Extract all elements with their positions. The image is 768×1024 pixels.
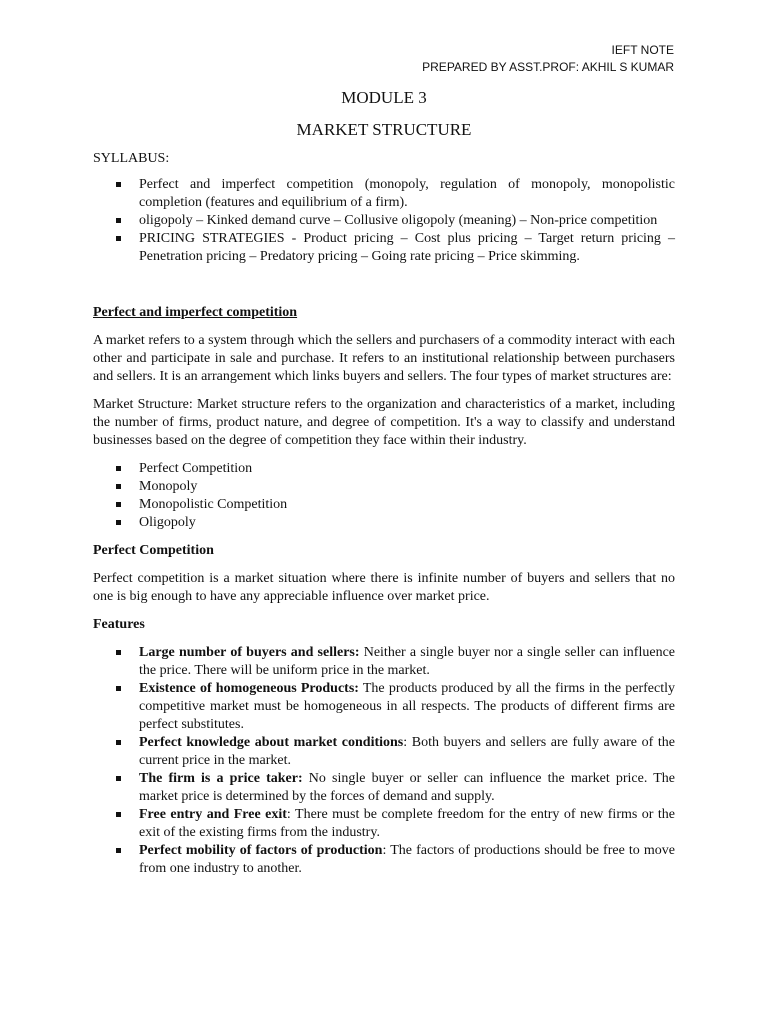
bullet-icon: [116, 848, 121, 853]
list-item: Monopoly: [93, 478, 675, 496]
feature-term: Large number of buyers and sellers:: [139, 645, 360, 660]
bullet-icon: [116, 466, 121, 471]
feature-term: Free entry and Free exit: [139, 807, 287, 822]
list-item: oligopoly – Kinked demand curve – Collusive oligopoly (meaning) – Non-price competition: [93, 212, 675, 230]
list-item: [93, 644, 675, 680]
feature-text: Neither a single buyer nor a single seller can influence the price. There will be uniform price in the market.: [139, 645, 676, 678]
bullet-icon: [116, 520, 121, 525]
bullet-icon: [116, 650, 121, 655]
bullet-icon: [116, 182, 121, 187]
page-header: [422, 42, 674, 76]
bullet-icon: [116, 686, 121, 691]
list-item: Perfect Competition: [93, 460, 675, 478]
market-types-list: [93, 460, 675, 532]
list-item: [93, 806, 675, 842]
feature-term: Perfect knowledge about market conditions: [139, 735, 404, 750]
syllabus-label: SYLLABUS:: [93, 151, 170, 166]
header-author: PREPARED BY ASST.PROF: AKHIL S KUMAR: [422, 60, 674, 74]
bullet-icon: [116, 218, 121, 223]
bullet-icon: [116, 484, 121, 489]
features-heading: Features: [93, 617, 145, 632]
feature-term: Existence of homogeneous Products:: [139, 681, 359, 696]
bullet-icon: [116, 740, 121, 745]
section-heading: Perfect and imperfect competition: [93, 305, 298, 320]
list-item: [93, 680, 675, 734]
bullet-icon: [116, 502, 121, 507]
list-item: Oligopoly: [93, 514, 675, 532]
list-item: Perfect and imperfect competition (monopoly, regulation of monopoly, monopolistic completion (features and equilibrium of a firm).: [93, 176, 675, 212]
perfect-competition-heading: Perfect Competition: [93, 543, 214, 558]
list-item: PRICING STRATEGIES - Product pricing – Cost plus pricing – Target return pricing – Penetration pricing – Predatory pricing – Going rate pricing – Price skimming.: [93, 230, 675, 266]
paragraph-market: A market refers to a system through which the sellers and purchasers of a commodity interact with each other and participate in sale and purchase. It refers to an institutional relationship between purchasers and sellers. It is an arrangement which links buyers and sellers. The four types of market structures are:: [93, 333, 675, 384]
document-body: [93, 150, 675, 878]
bullet-icon: [116, 776, 121, 781]
bullet-icon: [116, 236, 121, 241]
list-item: [93, 842, 675, 878]
list-item: Monopolistic Competition: [93, 496, 675, 514]
perfect-competition-paragraph: Perfect competition is a market situation where there is infinite number of buyers and sellers that no one is big enough to have any appreciable influence over market price.: [93, 571, 675, 604]
feature-text: The products produced by all the firms in the perfectly competitive market must be homogeneous in all respects. The products of different firms are perfect substitutes.: [139, 681, 675, 732]
list-item: [93, 770, 675, 806]
feature-text: : There must be complete freedom for the entry of new firms or the exit of the existing firms from the industry.: [139, 807, 675, 840]
list-item: [93, 734, 675, 770]
feature-text: : Both buyers and sellers are fully aware of the current price in the market.: [139, 735, 675, 768]
syllabus-list: [93, 176, 675, 266]
feature-term: The firm is a price taker:: [139, 771, 303, 786]
bullet-icon: [116, 812, 121, 817]
paragraph-market-structure: Market Structure: Market structure refers to the organization and characteristics of a market, including the number of firms, product nature, and degree of competition. It's a way to classify and understand businesses based on the degree of competition they face within their industry.: [93, 397, 675, 448]
feature-text: : The factors of productions should be free to move from one industry to another.: [139, 843, 675, 876]
module-title: MODULE 3: [341, 88, 427, 107]
feature-term: Perfect mobility of factors of production: [139, 843, 383, 858]
topic-title: MARKET STRUCTURE: [296, 120, 472, 139]
header-note-title: IEFT NOTE: [611, 43, 674, 57]
features-list: [93, 644, 675, 878]
feature-text: No single buyer or seller can influence the market price. The market price is determined by the forces of demand and supply.: [139, 771, 675, 804]
